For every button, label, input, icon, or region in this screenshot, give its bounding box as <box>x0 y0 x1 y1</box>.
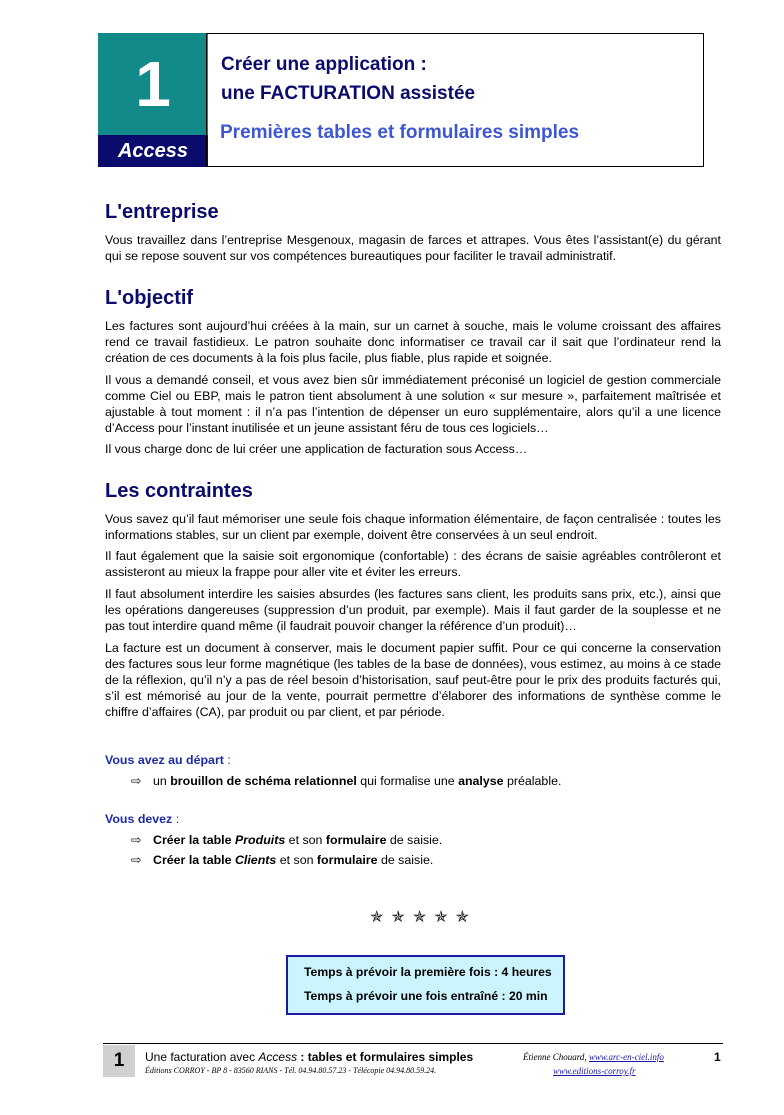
page-title <box>221 50 475 108</box>
devez-item2-post: de saisie. <box>377 853 434 867</box>
footer-divider <box>103 1043 723 1044</box>
devez-item-clients <box>131 852 433 867</box>
arrow-right-icon: ⇨ <box>131 853 142 867</box>
stars-separator: ✯✯✯✯✯ <box>370 909 478 926</box>
devez-item1-b1: Créer la table <box>153 833 235 847</box>
footer-title-app: Access <box>258 1050 298 1064</box>
devez-item2-b2: formulaire <box>316 853 378 867</box>
footer-title-pre: Une facturation avec <box>145 1050 259 1064</box>
app-label: Access <box>98 135 208 167</box>
chapter-number: 1 <box>98 33 208 135</box>
title-box <box>206 33 704 167</box>
footer-editions: Éditions CORROY - BP 8 - 83560 RIANS - Tél. 04.94.80.57.23 - Télécopie 04.94.80.59.24. <box>145 1066 437 1075</box>
footer-chapter-number: 1 <box>103 1045 135 1077</box>
devez-item2-table-name: Clients <box>234 853 277 867</box>
objectif-paragraph-1: Les factures sont aujourd’hui créées à la main, sur un carnet à souche, mais le volume croissant des affaires rend ce travail fastidieux. Le patron souhaite donc informatiser ce travail car il sait que l’ordinateur rend la création de ces documents à la fois plus facile, plus fiable, plus rapide et soignée. <box>105 319 721 365</box>
depart-item-mid: qui formalise une <box>356 774 459 788</box>
depart-item-bold-2: analyse <box>458 774 504 788</box>
devez-item2-b1: Créer la table <box>153 853 235 867</box>
devez-item2-mid: et son <box>276 853 317 867</box>
contraintes-paragraph-2: Il faut également que la saisie soit ergonomique (confortable) : des écrans de saisie agréables contrôleront et assisteront au mieux la frappe pour aller vite et éviter les erreurs. <box>105 549 721 579</box>
footer-author-name: Étienne Chouard, <box>523 1052 589 1062</box>
footer-title-post: : tables et formulaires simples <box>297 1050 474 1064</box>
arrow-right-icon: ⇨ <box>131 774 142 788</box>
footer-author <box>523 1052 664 1062</box>
devez-label <box>105 812 179 826</box>
arrow-right-icon: ⇨ <box>131 833 142 847</box>
devez-item1-mid: et son <box>285 833 326 847</box>
title-line-1: Créer une application : <box>221 54 427 75</box>
contraintes-paragraph-4: La facture est un document à conserver, mais le document papier suffit. Pour ce qui concerne la conservation des factures sous leur forme magnétique (les tables de la base de données), vous estimez, au moins à ce stade de la réflexion, qu’il n’y a pas de réel besoin d’historisation, sauf peut-être pour le prix des produits facturés qui, s’il est mémorisé au jour de la vente, pourrait permettre d’élaborer des informations de synthèse comme le chiffre d’affaires (CA), par produit ou par client, et par période. <box>105 641 721 719</box>
devez-colon: : <box>172 812 180 826</box>
contraintes-paragraph-3: Il faut absolument interdire les saisies absurdes (les factures sans client, les produits sans prix, etc.), ainsi que les opérations dangereuses (suppression d’un produit, par exemple). Mais il faut garder de la souplesse et ne pas tout interdire quand même (il faudrait pouvoir changer la référence d’un produit)… <box>105 587 721 633</box>
footer-title <box>145 1050 473 1064</box>
section-title-entreprise: L'entreprise <box>105 201 219 223</box>
devez-label-text: Vous devez <box>105 812 173 826</box>
author-site-link[interactable]: www.arc-en-ciel.info <box>588 1052 664 1062</box>
page-subtitle: Premières tables et formulaires simples <box>220 122 580 143</box>
devez-item1-b2: formulaire <box>325 833 387 847</box>
timing-first: Temps à prévoir la première fois : 4 heures <box>304 965 552 979</box>
depart-label-text: Vous avez au départ <box>105 753 224 767</box>
devez-item1-table-name: Produits <box>234 833 286 847</box>
objectif-paragraph-2: Il vous a demandé conseil, et vous avez bien sûr immédiatement préconisé un logiciel de gestion commerciale comme Ciel ou EBP, mais le patron tient absolument à une solution « sur mesure », parfaitement maîtrisée et ajustable à tout moment : il n’a pas l’intention de dépenser un euro supplémentaire, alors qu’il a une licence d’Access pour l’instant inutilisée et un jeune assistant féru de tous ces logiciels… <box>105 373 721 435</box>
depart-item-bold-1: brouillon de schéma relationnel <box>170 774 357 788</box>
section-title-objectif: L'objectif <box>105 287 194 309</box>
section-title-contraintes: Les contraintes <box>105 480 253 502</box>
devez-item-produits <box>131 832 442 847</box>
depart-item-post: préalable. <box>503 774 562 788</box>
title-line-2: une FACTURATION assistée <box>221 83 476 104</box>
timing-trained: Temps à prévoir une fois entraîné : 20 min <box>304 989 548 1003</box>
publisher-site-link[interactable]: www.editions-corroy.fr <box>553 1066 636 1076</box>
depart-item-pre: un <box>153 774 171 788</box>
page-number: 1 <box>714 1050 721 1064</box>
depart-item <box>131 773 561 788</box>
objectif-paragraph-3: Il vous charge donc de lui créer une application de facturation sous Access… <box>105 442 528 456</box>
contraintes-paragraph-1: Vous savez qu’il faut mémoriser une seule fois chaque information élémentaire, de façon centralisée : toutes les informations stables, sur un client par exemple, doivent être conservées à un seul endroit. <box>105 512 721 542</box>
depart-colon: : <box>223 753 231 767</box>
entreprise-paragraph: Vous travaillez dans l’entreprise Mesgenoux, magasin de farces et attrapes. Vous êtes l’assistant(e) du gérant qui se repose souvent sur vos compétences bureautiques pour faciliter le travail administratif. <box>105 233 721 263</box>
timing-box <box>286 955 565 1015</box>
devez-item1-post: de saisie. <box>386 833 443 847</box>
depart-label <box>105 753 231 767</box>
